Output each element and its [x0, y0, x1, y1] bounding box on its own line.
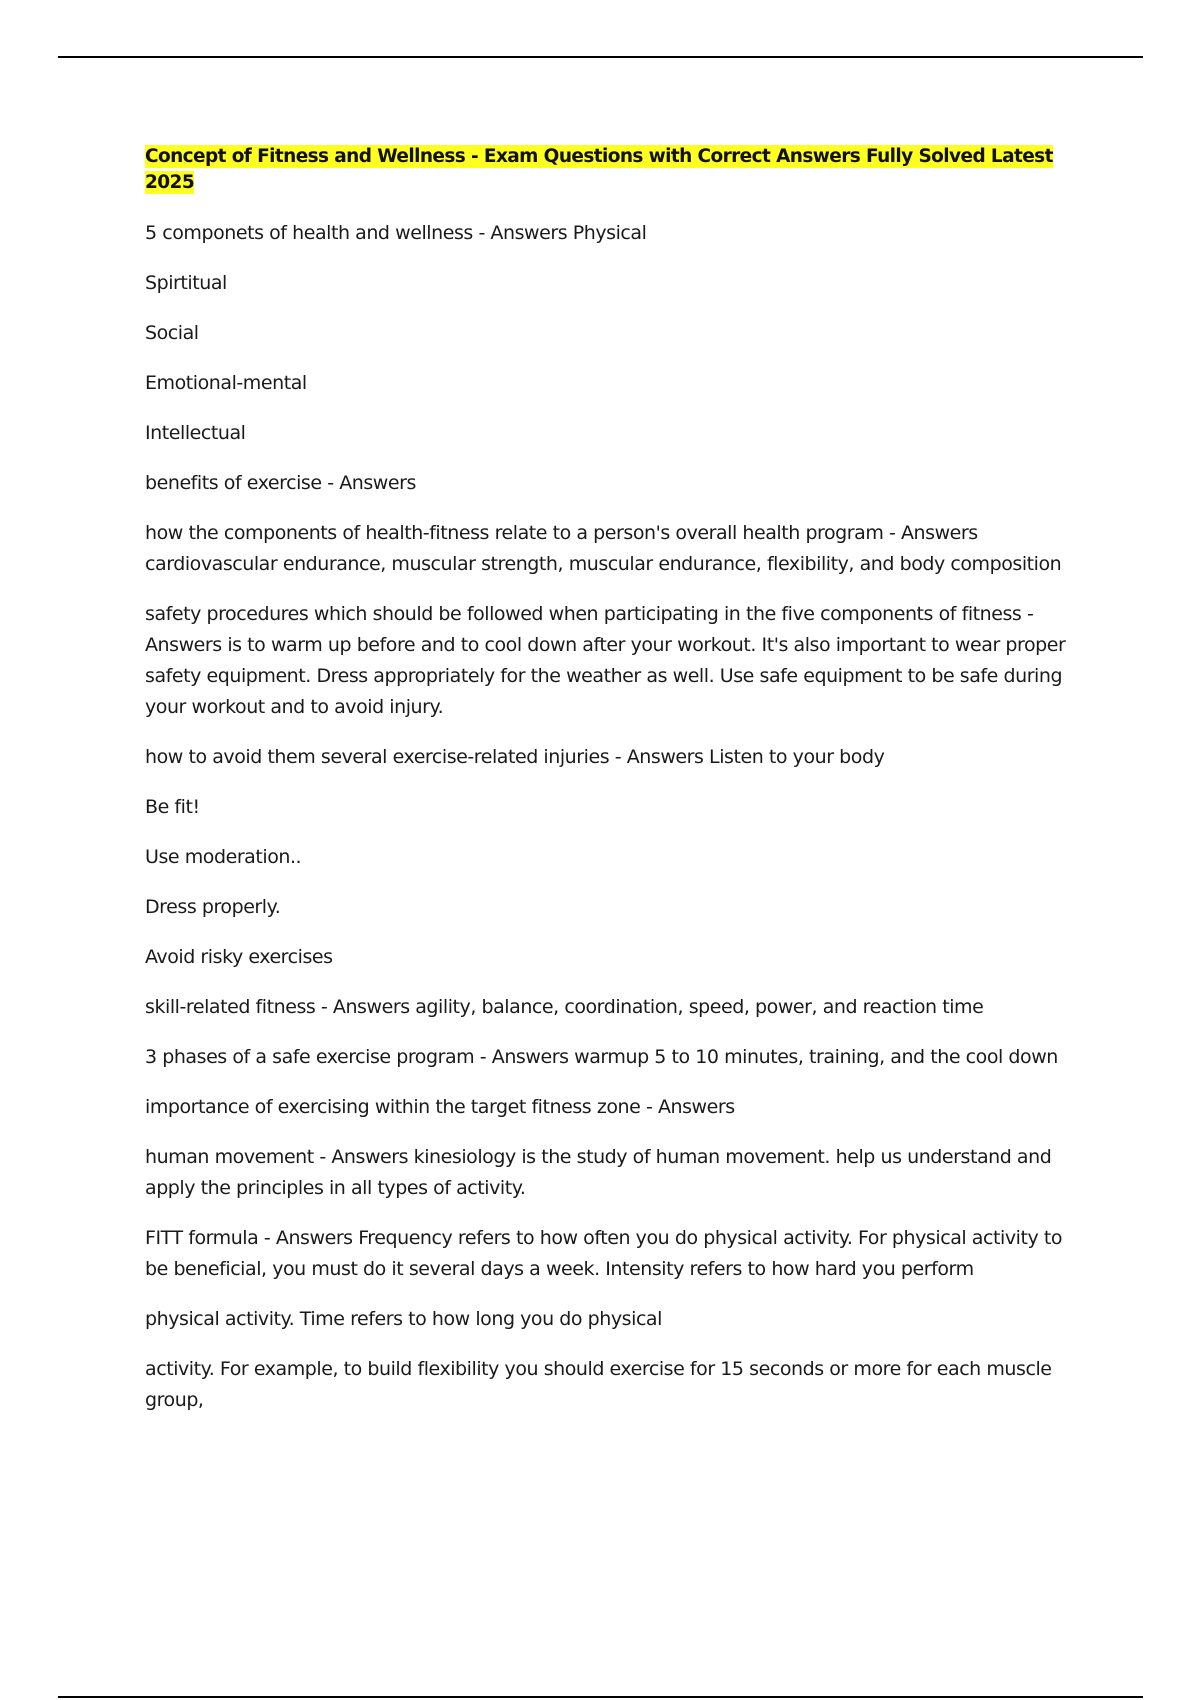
paragraph: Dress properly. — [145, 896, 281, 918]
paragraph: Be fit! — [145, 796, 200, 818]
document-title: Concept of Fitness and Wellness - Exam Questions with Correct Answers Fully Solved Latest 2025 — [145, 146, 1053, 193]
paragraph: Spirtitual — [145, 272, 227, 294]
paragraph: benefits of exercise - Answers — [145, 472, 416, 494]
paragraph: Emotional-mental — [145, 372, 307, 394]
title-block — [145, 144, 1085, 196]
paragraph: Avoid risky exercises — [145, 946, 333, 968]
document-body — [145, 144, 1085, 1435]
paragraph: FITT formula - Answers Frequency refers to how often you do physical activity. For physical activity to be beneficial, you must do it several days a week. Intensity refers to how hard you perform — [145, 1227, 1063, 1280]
paragraph: physical activity. Time refers to how long you do physical — [145, 1308, 662, 1330]
paragraph: activity. For example, to build flexibility you should exercise for 15 seconds or more for each muscle group, — [145, 1358, 1052, 1411]
footer-rule — [58, 1696, 1143, 1698]
paragraph: 3 phases of a safe exercise program - Answers warmup 5 to 10 minutes, training, and the cool down — [145, 1046, 1058, 1068]
header-rule — [58, 56, 1143, 58]
paragraph: 5 componets of health and wellness - Answers Physical — [145, 222, 647, 244]
paragraph: how to avoid them several exercise-related injuries - Answers Listen to your body — [145, 746, 885, 768]
paragraph: Social — [145, 322, 199, 344]
paragraph: safety procedures which should be followed when participating in the five components of fitness - Answers is to warm up before and to cool down after your workout. It's also important to wear proper safety equipment. Dress appropriately for the weather as well. Use safe equipment to be safe during your workout and to avoid injury. — [145, 603, 1066, 718]
paragraph: Intellectual — [145, 422, 246, 444]
paragraph: human movement - Answers kinesiology is the study of human movement. help us understand and apply the principles in all types of activity. — [145, 1146, 1052, 1199]
paragraph: importance of exercising within the target fitness zone - Answers — [145, 1096, 735, 1118]
paragraph: how the components of health-fitness relate to a person's overall health program - Answers cardiovascular endurance, muscular strength, muscular endurance, flexibility, and body composition — [145, 522, 1062, 575]
paragraph: skill-related fitness - Answers agility, balance, coordination, speed, power, and reaction time — [145, 996, 984, 1018]
paragraph: Use moderation.. — [145, 846, 302, 868]
